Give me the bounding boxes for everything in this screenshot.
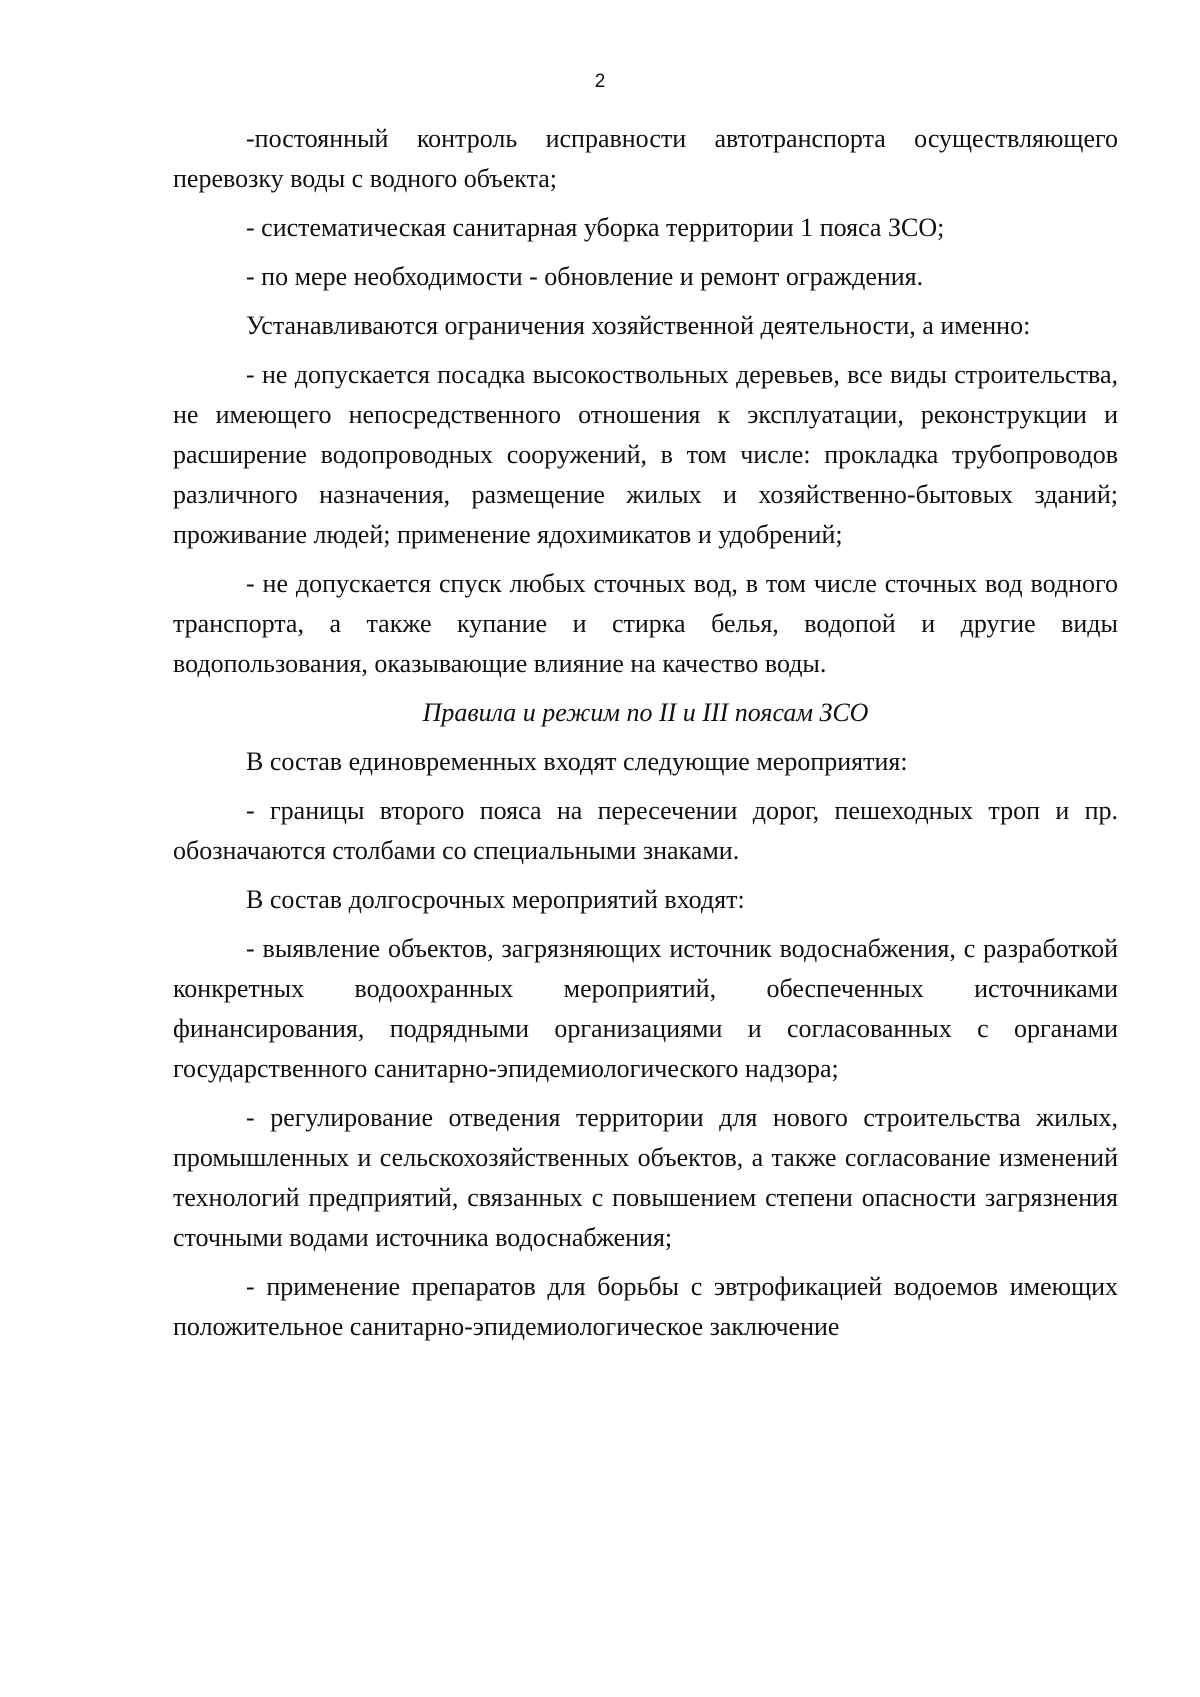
paragraph-eutrophication: - применение препаратов для борьбы с эвтрофикацией водоемов имеющих положительное санитарно-эпидемиологическое заключение bbox=[173, 1272, 1118, 1341]
paragraph-zone-borders: - границы второго пояса на пересечении дорог, пешеходных троп и пр. обозначаются столбами со специальными знаками. bbox=[173, 796, 1118, 865]
paragraph-pollution-sources: - выявление объектов, загрязняющих источник водоснабжения, с разработкой конкретных водоохранных мероприятий, обеспеченных источниками финансирования, подрядными организациями и согласованных с органами государственного санитарно-эпидемиологического надзора; bbox=[173, 934, 1118, 1083]
paragraph-territory-allocation: - регулирование отведения территории для нового строительства жилых, промышленных и сельскохозяйственных объектов, а также согласование изменений технологий предприятий, связанных с повышением степени опасности загрязнения сточными водами источника водоснабжения; bbox=[173, 1103, 1118, 1252]
document-body bbox=[173, 119, 1118, 1356]
paragraph-long-term-intro: В состав долгосрочных мероприятий входят: bbox=[246, 885, 745, 914]
paragraph-one-time-measures: В состав единовременных входят следующие мероприятия: bbox=[246, 747, 908, 776]
paragraph-restrictions-intro: Устанавливаются ограничения хозяйственной деятельности, а именно: bbox=[246, 311, 1031, 340]
page-number: 2 bbox=[594, 71, 606, 92]
paragraph-wastewater-ban: - не допускается спуск любых сточных вод, в том числе сточных вод водного транспорта, а также купание и стирка белья, водопой и другие виды водопользования, оказывающие влияние на качество воды. bbox=[173, 569, 1118, 678]
section-heading: Правила и режим по II и III поясам ЗСО bbox=[422, 698, 869, 727]
paragraph-construction-ban: - не допускается посадка высокоствольных деревьев, все виды строительства, не имеющего непосредственного отношения к эксплуатации, реконструкции и расширение водопроводных сооружений, в том числе: прокладка трубопроводов различного назначения, размещение жилых и хозяйственно-бытовых зданий; проживание людей; применение ядохимикатов и удобрений; bbox=[173, 360, 1118, 549]
paragraph-sanitary-cleaning: - систематическая санитарная уборка территории 1 пояса ЗСО; bbox=[246, 213, 945, 242]
paragraph-fence-repair: - по мере необходимости - обновление и ремонт ограждения. bbox=[246, 262, 924, 291]
paragraph-transport-control: -постоянный контроль исправности автотранспорта осуществляющего перевозку воды с водного объекта; bbox=[173, 124, 1118, 193]
